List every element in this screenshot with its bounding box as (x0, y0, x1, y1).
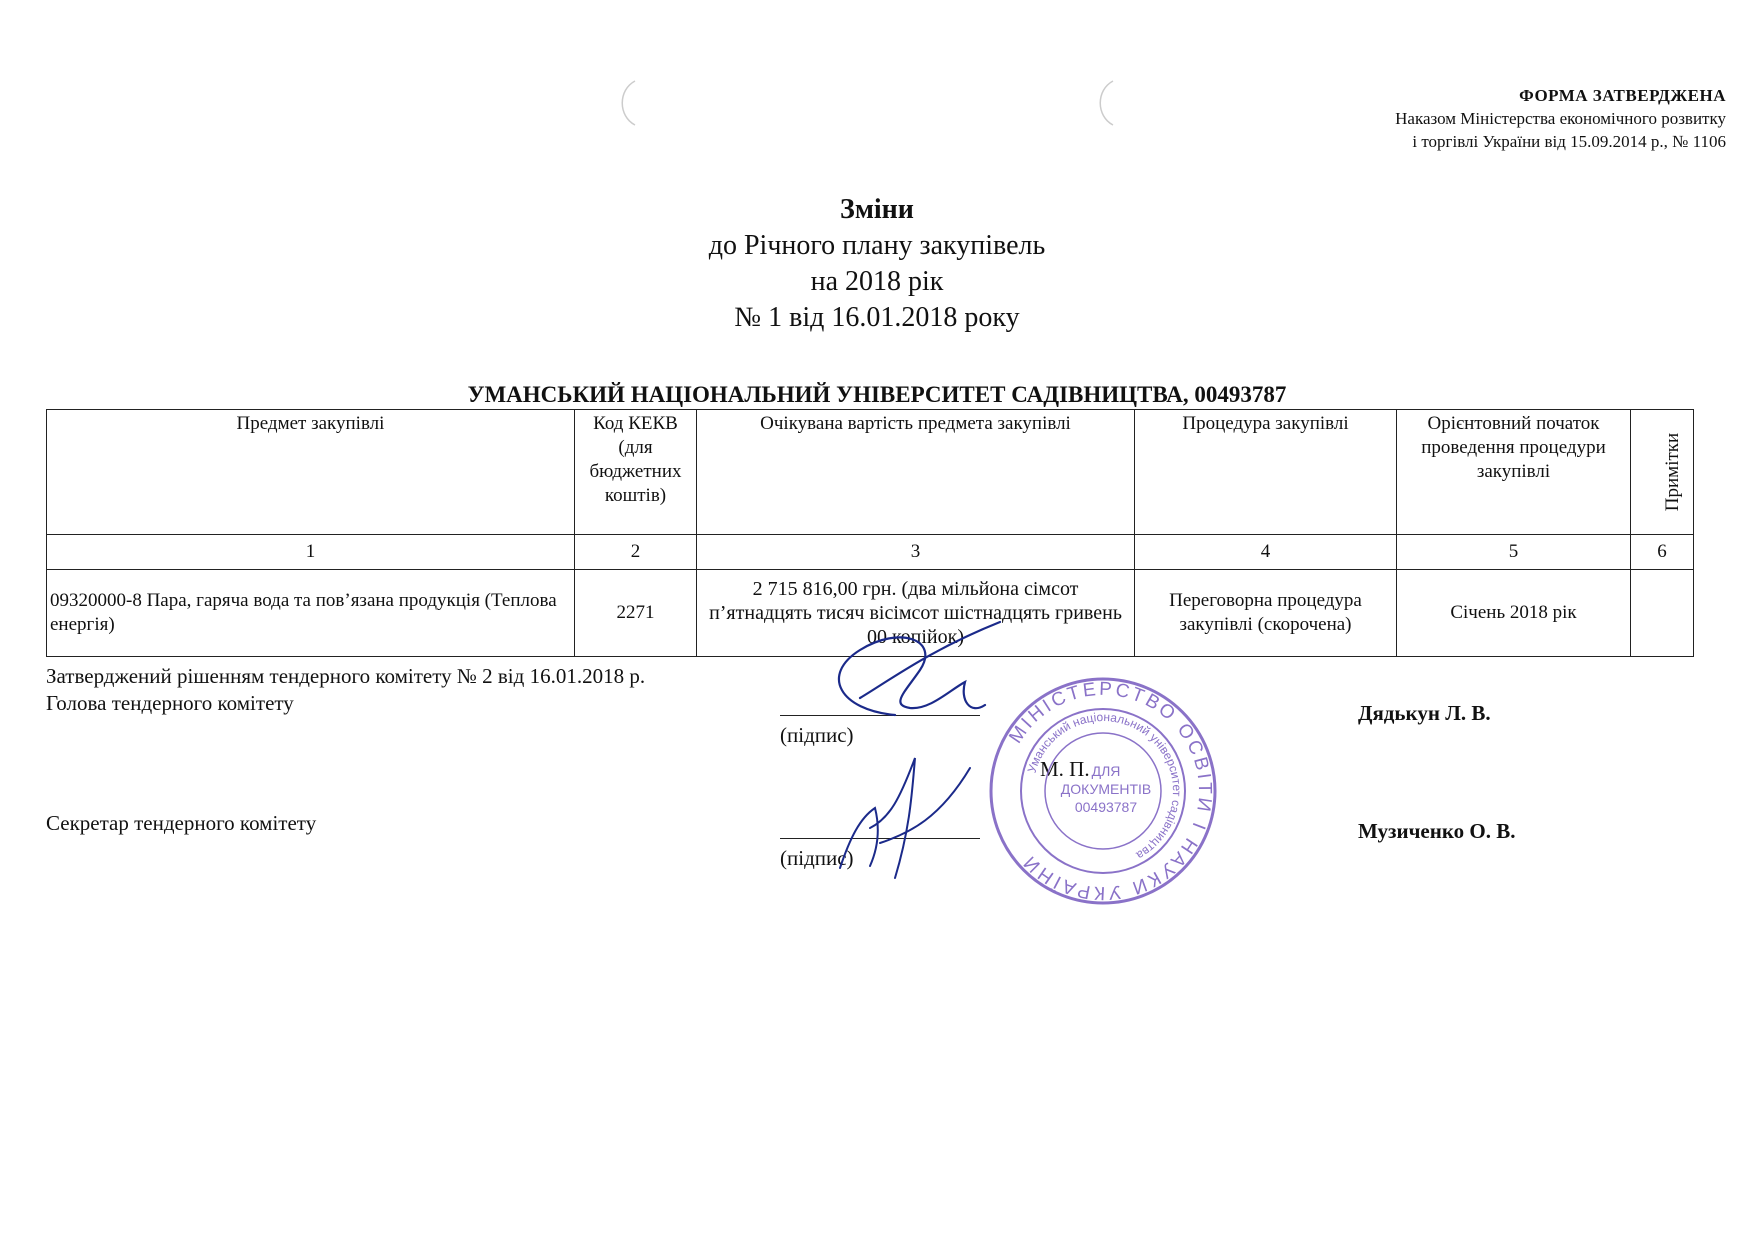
organization-name: УМАНСЬКИЙ НАЦІОНАЛЬНИЙ УНІВЕРСИТЕТ САДІВНИЦТВА, 00493787 (467, 382, 1287, 407)
header-notes (1631, 410, 1694, 535)
table-header-row (47, 410, 1694, 535)
cell-subject: 09320000-8 Пара, гаряча вода та пов’язана продукція (Теплова енергія) (47, 570, 575, 657)
head-label: Голова тендерного комітету (46, 691, 294, 715)
header-kekv: Код КЕКВ (для бюджетних коштів) (575, 410, 697, 535)
approved-note: Затверджений рішенням тендерного комітету № 2 від 16.01.2018 р. (46, 664, 646, 688)
col-number: 1 (47, 535, 575, 570)
cell-procedure: Переговорна процедура закупівлі (скорочена) (1135, 570, 1397, 657)
header-cost: Очікувана вартість предмета закупівлі (697, 410, 1135, 535)
secretary-label: Секретар тендерного комітету (46, 811, 317, 835)
stamp-center-2: ДОКУМЕНТІВ (1060, 781, 1152, 797)
header-notes-text: Примітки (1662, 432, 1684, 512)
stamp-center-1: ДЛЯ (1091, 763, 1121, 779)
seal-place: М. П. (1040, 757, 1090, 781)
stamp-center-3: 00493787 (1074, 799, 1138, 815)
col-number: 2 (575, 535, 697, 570)
stamp-outer-text: МІНІСТЕРСТВО ОСВІТИ І НАУКИ УКРАЇНИ (1005, 678, 1216, 904)
header-start: Орієнтовний початок проведення процедури закупівлі (1397, 410, 1631, 535)
title-line-4: № 1 від 16.01.2018 року (734, 302, 1020, 333)
cell-cost: 2 715 816,00 грн. (два мільйона сімсот п’ятнадцять тисяч вісімсот шістнадцять гривень 00 копійок) (697, 570, 1135, 657)
approval-date: і торгівлі України від 15.09.2014 р., № 1106 (1412, 132, 1726, 151)
scan-mark (610, 78, 640, 128)
secretary-name: Музиченко О. В. (1358, 819, 1516, 843)
header-procedure: Процедура закупівлі (1135, 410, 1397, 535)
head-signature-caption: (підпис) (780, 723, 854, 747)
cell-note (1631, 570, 1694, 657)
approval-order: Наказом Міністерства економічного розвитку (1395, 109, 1726, 128)
title-line-1: Зміни (840, 194, 914, 225)
header-subject: Предмет закупівлі (47, 410, 575, 535)
secretary-signature-scribble (820, 748, 980, 888)
approval-heading: ФОРМА ЗАТВЕРДЖЕНА (1519, 86, 1726, 105)
title-line-2: до Річного плану закупівель (708, 230, 1046, 261)
document-title (0, 192, 1754, 336)
col-number: 4 (1135, 535, 1397, 570)
col-number: 6 (1631, 535, 1694, 570)
col-number: 5 (1397, 535, 1631, 570)
official-stamp (988, 676, 1218, 906)
stamp-inner-text: Уманський національний університет садівництва (1024, 709, 1185, 863)
table-number-row (47, 535, 1694, 570)
head-name: Дядькун Л. В. (1358, 701, 1491, 725)
cell-kekv: 2271 (575, 570, 697, 657)
secretary-signature-caption: (підпис) (780, 846, 854, 870)
col-number: 3 (697, 535, 1135, 570)
title-line-3: на 2018 рік (810, 266, 944, 297)
scan-mark (1088, 78, 1118, 128)
approval-block (1395, 84, 1726, 153)
cell-start: Січень 2018 рік (1397, 570, 1631, 657)
